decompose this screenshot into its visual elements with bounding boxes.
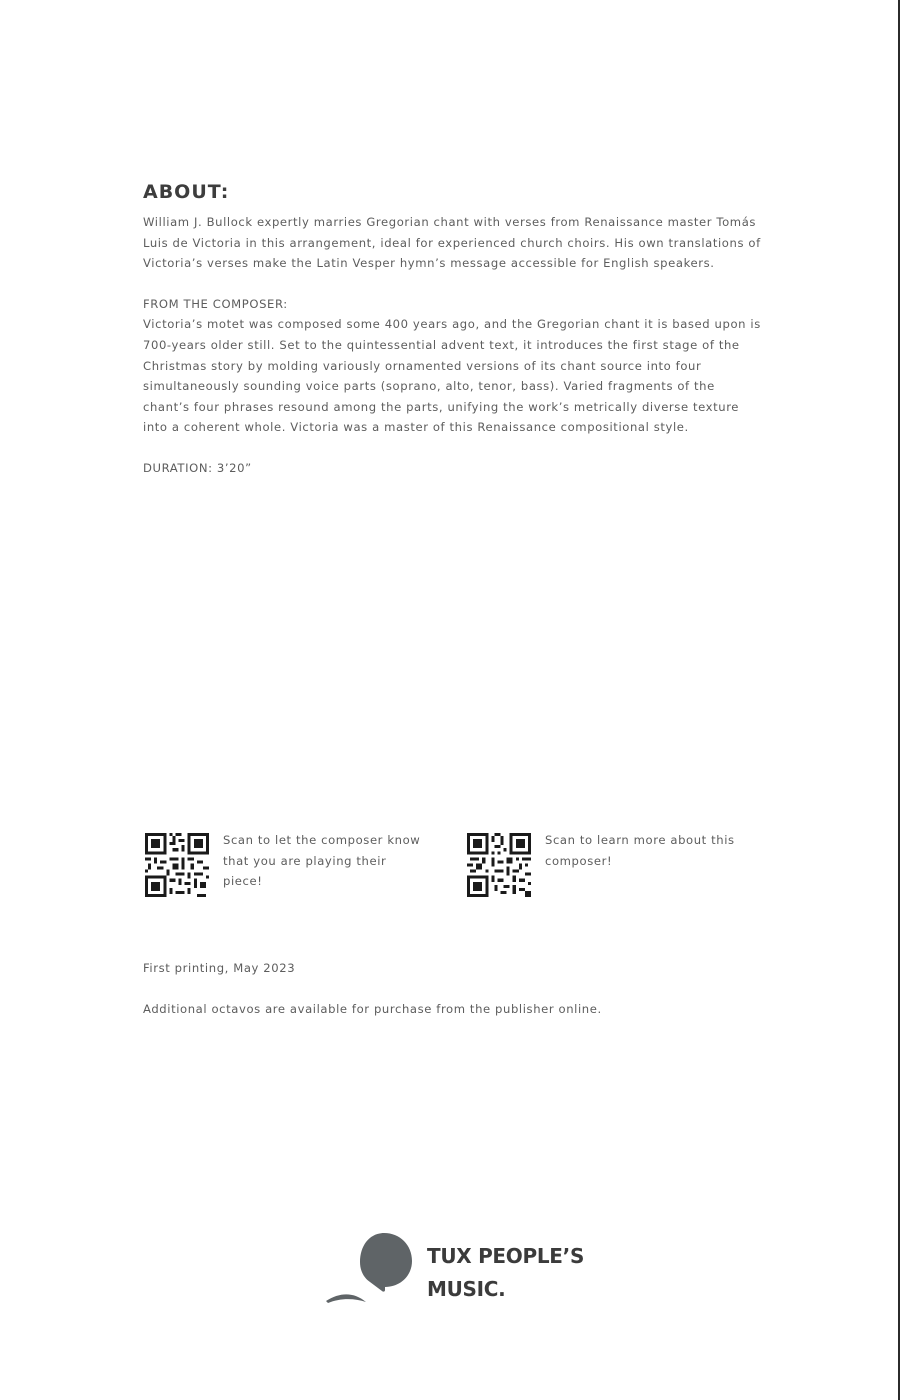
qr-code-icon[interactable] <box>145 833 209 897</box>
availability-note: Additional octavos are available for purchase from the publisher online. <box>143 1001 602 1016</box>
qr-block-notify-composer <box>143 830 433 900</box>
about-paragraph: William J. Bullock expertly marries Gregorian chant with verses from Renaissance master Tomás Luis de Victoria in this arrangement, ideal for experienced church choirs. His own translations of Victoria’s verses make the Latin Vesper hymn’s message accessible for English speakers. <box>143 215 761 271</box>
publisher-name-line2: MUSIC. <box>427 1277 506 1301</box>
qr-block-about-composer <box>465 830 765 900</box>
speech-bubble-logo-icon <box>322 1230 418 1310</box>
about-heading: ABOUT: <box>143 181 230 203</box>
first-printing: First printing, May 2023 <box>143 961 296 975</box>
qr-section <box>143 830 783 900</box>
about-section <box>143 180 763 479</box>
publisher-logo <box>322 1230 602 1310</box>
publisher-name-line1: TUX PEOPLE’S <box>427 1244 585 1268</box>
composer-label: FROM THE COMPOSER: <box>143 296 288 311</box>
qr-caption-about-composer: Scan to learn more about this composer! <box>545 833 735 868</box>
duration: DURATION: 3’20” <box>143 460 252 475</box>
composer-paragraph: Victoria’s motet was composed some 400 years ago, and the Gregorian chant it is based upon is 700-years older still. Set to the quintessential advent text, it introduces the first stage of the Christmas story by molding variously ornamented versions of its chant source into four simultaneously sounding voice parts (soprano, alto, tenor, bass). Varied fragments of the chant’s four phrases resound among the parts, unifying the work’s metrically diverse texture into a coherent whole. Victoria was a master of this Renaissance compositional style. <box>143 317 761 435</box>
printing-info <box>143 958 763 1019</box>
qr-code-icon[interactable] <box>467 833 531 897</box>
qr-caption-notify-composer: Scan to let the composer know that you are playing their piece! <box>223 833 421 889</box>
publisher-name <box>427 1240 584 1306</box>
